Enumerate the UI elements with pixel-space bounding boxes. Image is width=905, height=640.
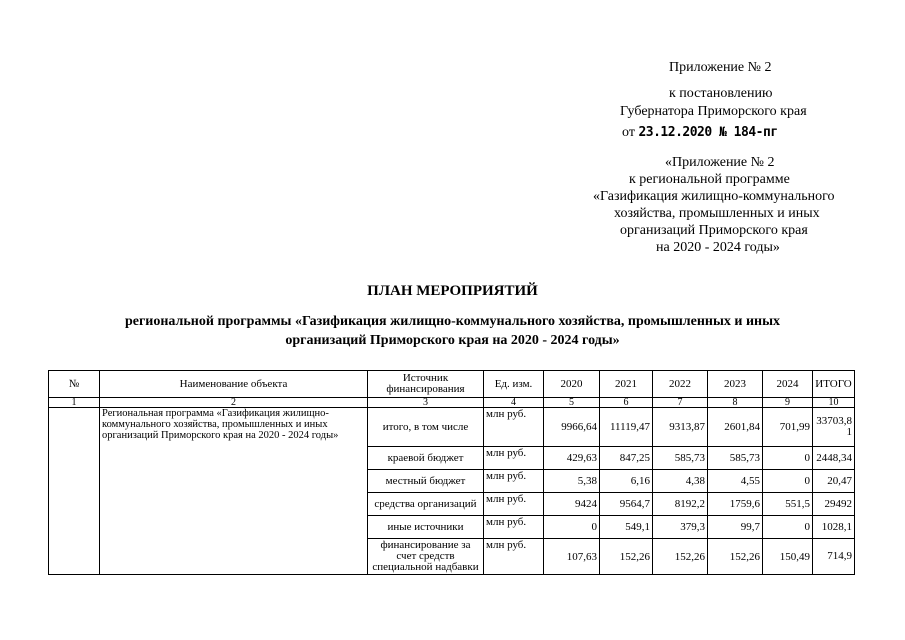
col-number: 3 <box>368 398 484 408</box>
col-number: 10 <box>813 398 855 408</box>
header-2024: 2024 <box>763 371 813 398</box>
value-2021: 549,1 <box>600 516 653 539</box>
value-2024: 150,49 <box>763 539 813 575</box>
value-2024: 0 <box>763 516 813 539</box>
value-total: 33703,81 <box>813 408 855 447</box>
value-2020: 429,63 <box>544 447 600 470</box>
value-2022: 152,26 <box>653 539 708 575</box>
col-number: 2 <box>100 398 368 408</box>
header-no: № <box>49 371 100 398</box>
object-name-cell: Региональная программа «Газификация жилищно-коммунального хозяйства, промышленных и иных организаций Приморского края на 2020 - 2024 годы» <box>100 408 368 575</box>
value-2024: 0 <box>763 470 813 493</box>
unit-cell: млн руб. <box>484 447 544 470</box>
plan-table <box>48 370 855 575</box>
header-2022: 2022 <box>653 371 708 398</box>
value-total: 20,47 <box>813 470 855 493</box>
value-2021: 152,26 <box>600 539 653 575</box>
row-no-cell <box>49 408 100 575</box>
source-cell: итого, в том числе <box>368 408 484 447</box>
header-name: Наименование объекта <box>100 371 368 398</box>
value-2023: 99,7 <box>708 516 763 539</box>
value-total: 29492 <box>813 493 855 516</box>
quote-line-5: организаций Приморского края <box>620 223 808 238</box>
date-stamp: 23.12.2020 № 184-пг <box>638 125 778 140</box>
col-number: 1 <box>49 398 100 408</box>
value-2020: 5,38 <box>544 470 600 493</box>
header-total: ИТОГО <box>813 371 855 398</box>
plan-title: ПЛАН МЕРОПРИЯТИЙ <box>367 283 538 299</box>
header-2021: 2021 <box>600 371 653 398</box>
value-total: 1028,1 <box>813 516 855 539</box>
value-2020: 0 <box>544 516 600 539</box>
value-2021: 9564,7 <box>600 493 653 516</box>
header-2023: 2023 <box>708 371 763 398</box>
value-total: 2448,34 <box>813 447 855 470</box>
quote-line-4: хозяйства, промышленных и иных <box>614 206 820 221</box>
col-number: 7 <box>653 398 708 408</box>
unit-cell: млн руб. <box>484 493 544 516</box>
unit-cell: млн руб. <box>484 470 544 493</box>
quote-line-2: к региональной программе <box>629 172 790 187</box>
appendix-governor-line: Губернатора Приморского края <box>620 104 807 119</box>
value-2020: 107,63 <box>544 539 600 575</box>
value-2024: 0 <box>763 447 813 470</box>
value-2021: 6,16 <box>600 470 653 493</box>
source-cell: краевой бюджет <box>368 447 484 470</box>
value-2023: 2601,84 <box>708 408 763 447</box>
col-number: 6 <box>600 398 653 408</box>
column-number-row <box>49 398 855 408</box>
col-number: 9 <box>763 398 813 408</box>
header-source: Источник финансирования <box>368 371 484 398</box>
header-unit: Ед. изм. <box>484 371 544 398</box>
source-cell: местный бюджет <box>368 470 484 493</box>
col-number: 5 <box>544 398 600 408</box>
plan-subtitle <box>0 312 905 350</box>
unit-cell: млн руб. <box>484 408 544 447</box>
date-prefix: от <box>622 125 635 140</box>
table-header-row <box>49 371 855 398</box>
value-2023: 585,73 <box>708 447 763 470</box>
header-2020: 2020 <box>544 371 600 398</box>
value-2023: 1759,6 <box>708 493 763 516</box>
value-2022: 585,73 <box>653 447 708 470</box>
unit-cell: млн руб. <box>484 539 544 575</box>
appendix-date-line <box>622 124 778 141</box>
unit-cell: млн руб. <box>484 516 544 539</box>
value-2022: 379,3 <box>653 516 708 539</box>
source-cell: иные источники <box>368 516 484 539</box>
value-2022: 4,38 <box>653 470 708 493</box>
appendix-title: Приложение № 2 <box>669 60 772 75</box>
value-2021: 847,25 <box>600 447 653 470</box>
col-number: 8 <box>708 398 763 408</box>
plan-subtitle-line-2: организаций Приморского края на 2020 - 2024 годы» <box>285 333 620 348</box>
value-2020: 9424 <box>544 493 600 516</box>
plan-subtitle-line-1: региональной программы «Газификация жилищно-коммунального хозяйства, промышленных и иных <box>124 314 781 329</box>
quote-line-6: на 2020 - 2024 годы» <box>656 240 780 255</box>
quote-line-1: «Приложение № 2 <box>665 155 775 170</box>
value-2024: 701,99 <box>763 408 813 447</box>
quote-line-3: «Газификация жилищно-коммунального <box>593 189 835 204</box>
source-cell: средства организаций <box>368 493 484 516</box>
value-2024: 551,5 <box>763 493 813 516</box>
table-row <box>49 408 855 447</box>
value-2021: 11119,47 <box>600 408 653 447</box>
appendix-ref-line: к постановлению <box>669 86 773 101</box>
value-2022: 9313,87 <box>653 408 708 447</box>
value-2022: 8192,2 <box>653 493 708 516</box>
value-2020: 9966,64 <box>544 408 600 447</box>
value-2023: 4,55 <box>708 470 763 493</box>
value-2023: 152,26 <box>708 539 763 575</box>
value-total: 714,9 <box>813 539 855 575</box>
col-number: 4 <box>484 398 544 408</box>
source-cell: финансирование за счет средств специальной надбавки <box>368 539 484 575</box>
